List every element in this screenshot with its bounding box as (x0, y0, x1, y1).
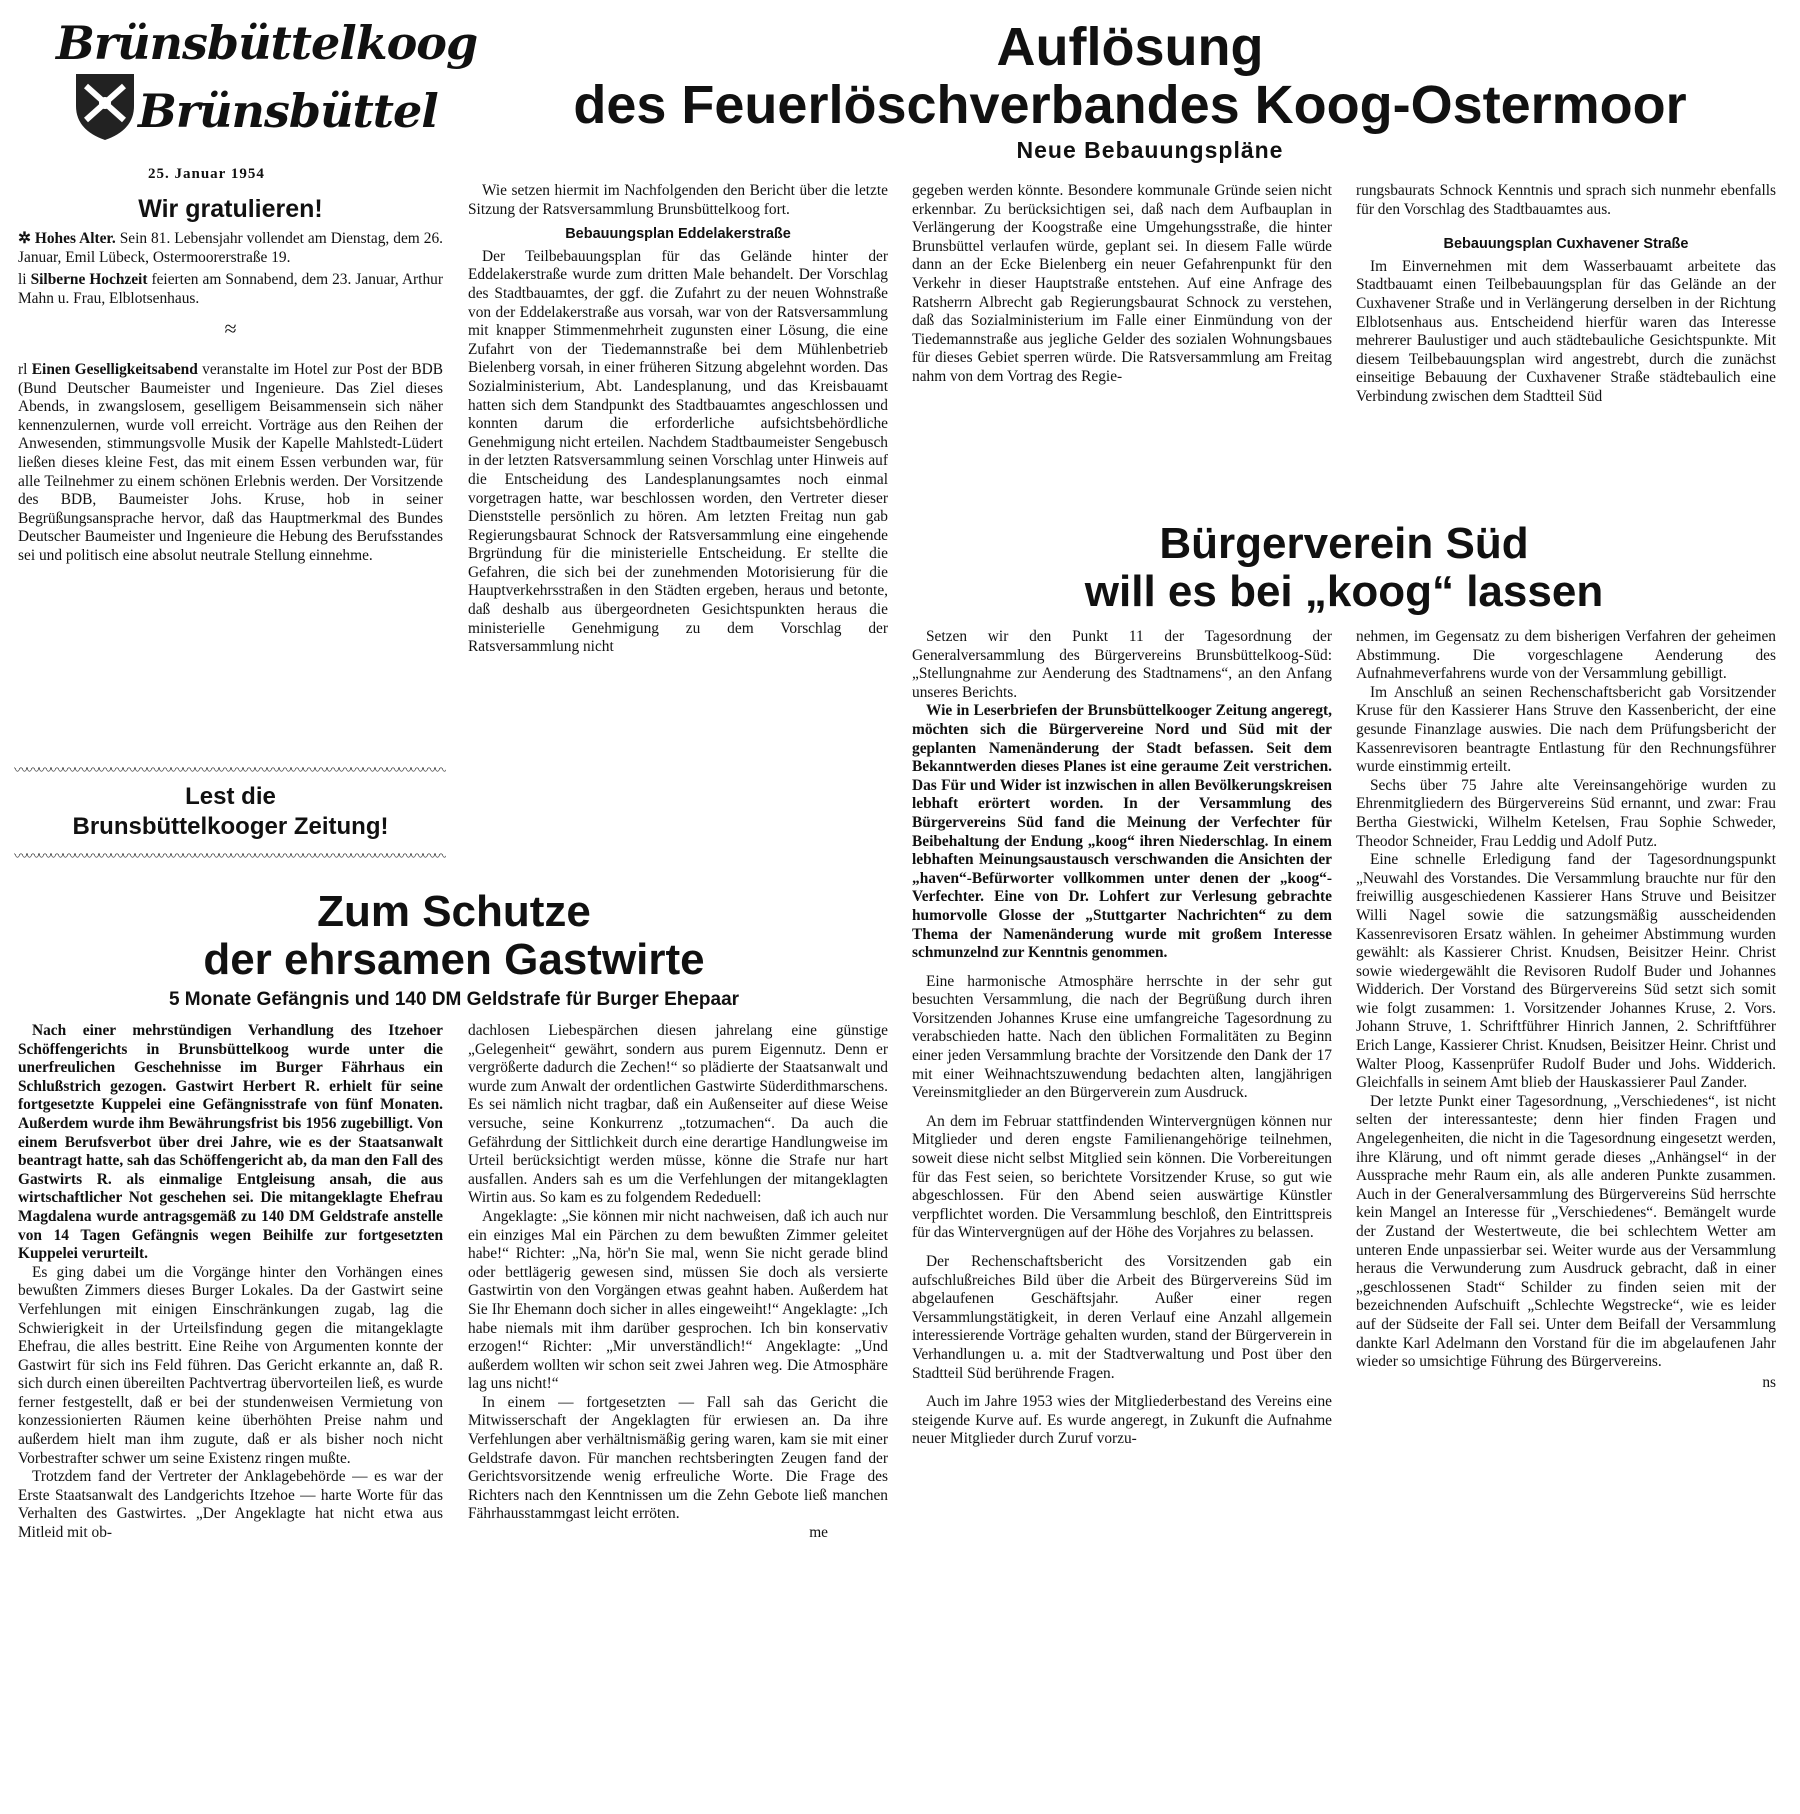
intro-paragraph: Wie setzen hiermit im Nachfolgenden den Bericht über die letzte Sitzung der Ratsversammlung Brunsbüttelkoog fort. (468, 182, 888, 218)
buergerverein-headline (912, 520, 1776, 615)
promo-line2: Brunsbüttelkooger Zeitung! (72, 813, 389, 840)
buerger-p5: Der Rechenschaftsbericht des Vorsitzenden gab ein aufschlußreiches Bild über die Arbeit des Bürgervereins Süd im abgelaufenen Geschäftsjahr. Außer einer regen Versammlungstätigkeit, in deren Verlauf eine Anzahl allgemein interessierende Vorträge gehalten wurden, stand der Bürgerverein in Verhandlungen u. a. mit der Stadtverwaltung und Post über den Stadtteil Süd berührende Fragen. (912, 1253, 1332, 1382)
buerger-c6-p5: Der letzte Punkt einer Tagesordnung, „Verschiedenes“, ist nicht selten der interessanteste; denn hier finden Fragen und Angelegenheiten, die nicht in die Tagesordnung eingesetzt werden, ihre Klärung, und oft nimmt gerade dieses „Anhängsel“ in der Aussprache mehr Raum ein, als alle anderen Punkte zusammen. Auch in der Generalversammlung des Bürgervereins Süd herrschte kein Mangel an Interesse für „Verschiedenes“. Bemängelt wurde der Zustand der Westertweute, die bei schlechtem Wetter am unteren Ende unpassierbar sei. Weiter wurde aus der Versammlung heraus die Verwunderung zum Ausdruck gebracht, daß in einer „geschlossenen Stadt“ Schilder zu finden seien mit der bezeichnenden Aufschuift „Schlechte Wegstrecke“, wie es leider auf der Südseite der Fall sei. Unter dem Beifall der Versammlung dankte Karl Adelmann den Vorstand für die im abgelaufenen Jahr wieder so umsichtige Führung des Bürgervereins. (1356, 1092, 1776, 1371)
promo-line1: Lest die (185, 783, 276, 810)
buerger-p2: Wie in Leserbriefen der Brunsbüttelkooger Zeitung angeregt, möchten sich die Bürgervereine Nord und Süd mit der geplanten Namenänderung der Stadt befassen. Seit dem Bekanntwerden dieses Planes ist eine geraume Zeit verstrichen. Das Für und Wider ist inzwischen in allen Bevölkerungskreisen lebhaft erörtert worden. In der Versammlung des Bürgervereins Süd fand die Meinung der Verfechter für Beibehaltung der Endung „koog“ ihren Niederschlag. In einem lebhaften Meinungsaustausch verschwanden die Ansichten der „haven“-Befürworter vollkommen unter denen der „koog“-Verfechter. Eine von Dr. Lohfert zur Verlesung gebrachte humorvolle Glosse der „Stuttgarter Nachrichten“ zu dem Thema der Namenänderung wurde mit großem Interesse schmunzelnd zur Kenntnis genommen. (912, 702, 1332, 962)
column-4 (1356, 182, 1776, 407)
buerger-p3: Eine harmonische Atmosphäre herrschte in der sehr gut besuchten Versammlung, die nach der Begrüßung durch ihren Vorsitzenden Johannes Kruse eine umfangreiche Tagesordnung zu verabschieden hatte. Nach den üblichen Formalitäten zu Beginn einer jeden Versammlung brachte der Vorsitzende den Dank der 17 mit einer Weihnachtszuwendung bedachten alten, langjährigen Vereinsmitglieder an den Bürgerverein zum Ausdruck. (912, 972, 1332, 1102)
subheading-cuxhavener-strasse: Bebauungsplan Cuxhavener Straße (1443, 236, 1689, 253)
wave-border-top: 〰〰〰〰〰〰〰〰〰〰〰〰〰〰〰〰〰〰〰〰〰〰〰〰〰〰〰〰〰〰〰〰〰〰〰〰 (14, 763, 446, 779)
buerger-c6-p4: Eine schnelle Erledigung fand der Tagesordnungspunkt „Neuwahl des Vorstandes. Die Versammlung brauchte nur für den freiwillig ausgeschiedenen Kassierer Hans Struve und Beisitzer Willi Nagel sowie die satzungsmäßig ausscheidenden Kassenrevisoren Ersatz wählen. In geheimer Abstimmung wurden gewählt: als Kassierer Christ. Knudsen, Beisitzer Heinr. Christ sowie wiedergewählt die Revisoren Rudolf Buder und Johannes Widderich. Der Vorstand des Bürgervereins Süd setzt sich somit wie folgt zusammen: 1. Vorsitzender Johannes Kruse, 2. Vors. Johann Struve, 1. Schriftführer Hinrich Jannen, 2. Schriftführer Erich Lange, Kassierer Christ. Knudsen, Beisitzer Heinr. Christ und Walter Ploog, Kassenprüfer Rudolf Buder und Johs. Widderich. Gleichfalls in seinem Amt blieb der Hauskassierer Paul Zander. (1356, 851, 1776, 1092)
buerger-c6-p1: nehmen, im Gegensatz zu dem bisherigen Verfahren der geheimen Abstimmung. Die vorgeschlagene Aenderung des Aufnahmeverfahrens wurde von der Versammlung gebilligt. (1356, 628, 1776, 683)
buerger-c6-p2: Im Anschluß an seinen Rechenschaftsbericht gab Vorsitzender Kruse für den Kassierer Hans Struve den Kassenbericht, der eine gesunde Finanzlage auswies. Die nach dem Prüfungsbericht der Kassenrevisoren beantragte Entlastung für den Rechnungsführer wurde einstimmig erteilt. (1356, 683, 1776, 776)
gastwirte-subheadline: 5 Monate Gefängnis und 140 DM Geldstrafe für Burger Ehepaar (168, 989, 740, 1010)
cuxhavener-paragraph: Im Einvernehmen mit dem Wasserbauamt arbeitete das Stadtbauamt einen Teilbebauungsplan für das Gelände an der Cuxhavener Straße und in Verlängerung derselben in der Richtung Elblotsenhaus aus. Entscheidend hierfür waren das Interesse mehrerer Baulustiger und auch städtebauliche Gesichtspunkte. Mit diesem Teilbebauungsplan wird angestrebt, durch die zunächst einseitige Bebauung der Cuxhavener Straße städtebaulich eine Verbindung zwischen dem Stadtteil Süd (1356, 257, 1776, 405)
main-headline-line1: Auflösung (996, 17, 1264, 77)
gastwirte-headline (18, 888, 890, 983)
subheading-eddelakerstrasse: Bebauungsplan Eddelakerstraße (565, 226, 791, 243)
main-subheadline: Neue Bebauungspläne (1016, 137, 1284, 163)
gastwirte-p3: Trotzdem fand der Vertreter der Anklagebehörde — es war der Erste Staatsanwalt des Landgerichts Itzehoe — harte Worte für das Verhalten des Gastwirtes. „Der Angeklagte hat nicht etwa aus Mitleid mit ob- (18, 1468, 443, 1542)
buerger-p6: Auch im Jahre 1953 wies der Mitgliederbestand des Vereins eine steigende Kurve auf. Es wurde angeregt, in Zukunft die Aufnahme neuer Mitglieder durch Zuruf vorzu- (912, 1393, 1332, 1448)
gastwirte-headline-line1: Zum Schutze (317, 887, 591, 936)
column-7 (18, 1022, 443, 1543)
bdb-article: rl Einen Geselligkeitsabend veranstalte im Hotel zur Post der BDB (Bund Deutscher Baumeister und Ingenieure. Das Ziel dieses Abends, in zwangslosem, geselligem Beisammensein sich näher kennenzulernen, wurde voll erreicht. Vorträge aus den Reihen der Anwesenden, stimmungsvolle Musik der Kapelle Mahlstedt-Lüdert ließen dieses kleine Fest, das mit einem Essen verbunden war, für alle Teilnehmer zu einem schönen Erlebnis werden. Der Vorsitzende des BDB, Baumeister Johs. Kruse, hob in seiner Begrüßungsansprache hervor, daß das Hauptmerkmal des Bundes Deutscher Baumeister und Ingenieure die Hebung des Berufsstandes sei und politisch eine absolut neutrale Stellung einnehme. (18, 360, 443, 564)
promo-box (18, 782, 443, 842)
birthday-note: ✲ Hohes Alter. Sein 81. Lebensjahr vollendet am Dienstag, dem 26. Januar, Emil Lübeck, Ostermoorerstraße 19. (18, 230, 443, 266)
column-1 (18, 230, 443, 566)
gastwirte-c8-p2: Angeklagte: „Sie können mir nicht nachweisen, daß ich auch nur ein einziges Mal ein Pärchen zu dem bewußten Zimmer geleitet habe!“ Richter: „Na, hör'n Sie mal, wenn Sie nicht gerade blind oder bettlägerig gewesen sind, müssen Sie doch als versierte Gastwirtin von den Vorgängen etwas geahnt haben. Außerdem hat Sie Ihr Ehemann doch sicher in alles eingeweiht!“ Angeklagte: „Ich habe niemals mit ihm darüber gesprochen. Ich bin konservativ erzogen!“ Richter: „Mir unverständlich!“ Angeklagte: „Und außerdem wollten wir schon seit zwei Jahren weg. Die Atmosphäre lag uns nicht!“ (468, 1207, 888, 1393)
buerger-p4: An dem im Februar stattfindenden Wintervergnügen können nur Mitglieder und deren engste Familienangehörige teilnehmen, soweit diese nicht selbst Mitglied sein können. Die Vorbereitungen für das Fest seien, so berichtete Vorsitzender Kruse, so gut wie abgeschlossen. Für den Abend seien auswärtige Künstler verpflichtet worden. Die Versammlung beschloß, den Eintrittspreis für das Wintervergnügen auf der Höhe des Vorjahres zu belassen. (912, 1112, 1332, 1242)
masthead-line1: Brünsbüttelkoog (56, 16, 478, 70)
schnock-paragraph: gegeben werden könnte. Besondere kommunale Gründe seien nicht erkennbar. Zu berücksichtigen sei, daß nach dem Aufbauplan in Verlängerung der Koogstraße eine Umgehungsstraße, die hinter Brunsbüttel verlaufen würde, geplant sei. In diesem Falle würde dann an der Ecke Bielenberg ein neuer Gefahrenpunkt für den Verkehr in dieser Hauptstraße entstehen. Auf eine Anfrage des Ratsherrn Albrecht gab Regierungsbaurat Schnock zu verstehen, daß das Sozialministerium im Falle einer Einmündung von der Tiedemannstraße aus jegliche Gelder des sozialen Wohnungsbaues für dieses Gebiet sperren würde. Die Ratsversammlung am Freitag nahm von dem Vortrag des Regie- (912, 182, 1332, 385)
author-signature-ns: ns (1762, 1373, 1776, 1391)
masthead-line2: Brünsbüttel (138, 84, 438, 138)
anniversary-note: li Silberne Hochzeit feierten am Sonnabend, dem 23. Januar, Arthur Mahn u. Frau, Elblotsenhaus. (18, 271, 443, 307)
gastwirte-lead: Nach einer mehrstündigen Verhandlung des Itzehoer Schöffengerichts in Brunsbüttelkoog wurde unter die unerfreulichen Geschehnisse im Burger Fährhaus ein Schlußstrich gezogen. Gastwirt Herbert R. erhielt für seine fortgesetzte Kuppelei eine Gefängnisstrafe von fünf Monaten. Außerdem wurde ihm Bewährungsfrist bis 1956 zugebilligt. Von einem Berufsverbot über drei Jahre, wie es der Staatsanwalt beantragt hatte, sah das Schöffengericht ab, da man den Fall des Gastwirts R. als einmalige Entgleisung ansah, die aus wirtschaftlicher Not geschehen sei. Die mitangeklagte Ehefrau Magdalena wurde antragsgemäß zu 140 DM Geldstrafe anstelle von 14 Tagen Gefängnis wegen Beihilfe zur fortgesetzten Kuppelei verurteilt. (18, 1022, 443, 1263)
column-3 (912, 182, 1332, 387)
gastwirte-c8-p1: dachlosen Liebespärchen diesen jahrelang eine günstige „Gelegenheit“ gewährt, sondern aus purem Eigennutz. Denn er vergrößerte dadurch die Zechen!“ so plädierte der Staatsanwalt und wurde zum Anwalt der ordentlichen Gastwirte Süderdithmarschens. Es sei nämlich nicht tragbar, daß ein Außenseiter auf diese Weise versuche, seine Konkurrenz „totzumachen“. Da auch die Gefährdung der Sittlichkeit durch eine derartige Handlungweise im Urteil berücksichtigt werden müsse, könne die Strafe nur hart ausfallen. Anders sah es um die Verfehlungen der mitangeklagten Wirtin aus. So kam es zu folgendem Rededuell: (468, 1022, 888, 1207)
column-2 (468, 182, 888, 657)
column-4-continued: rungsbaurats Schnock Kenntnis und sprach sich nunmehr ebenfalls für den Vorschlag des Stadtbauamtes aus. (1356, 182, 1776, 218)
column-6 (1356, 628, 1776, 1392)
gastwirte-c8-p3: In einem — fortgesetzten — Fall sah das Gericht die Mitwisserschaft der Angeklagten für erwiesen an. Da ihre Verfehlungen aber verhältnismäßig gering waren, kam sie mit einer Geldstrafe davon. Für manchen rechtsberingten Zeugen fand der Gerichtsvorsitzende wenig erfreuliche Worte. Die Frage des Richters nach den Kenntnissen um die Zehn Gebote ließ manchen Fährhausstammgast leicht erröten. (468, 1393, 888, 1523)
main-headline (470, 18, 1790, 135)
gastwirte-p2: Es ging dabei um die Vorgänge hinter den Vorhängen eines bewußten Zimmers dieses Burger Lokales. Da der Gastwirt seine Verfehlungen mit einigen Einschränkungen zugab, lag die Schwierigkeit in der Urteilsfindung gegen die mitangeklagte Ehefrau, die alles bestritt. Eine Reihe von Argumenten konnte der Gastwirt für sich ins Feld führen. Das Gericht erkannte an, daß R. sich durch einen übereilten Pachtvertrag übervorteilen ließ, es wurde ferner festgestellt, daß er bei der stundenweisen Vermietung von konzessionierten Räumen keine überhöhten Preise nahm und außerdem hielt man ihm zugute, daß er als bisher noch nicht Vorbestrafter schwer um seine Existenz ringen mußte. (18, 1263, 443, 1467)
eddelaker-paragraph: Der Teilbebauungsplan für das Gelände hinter der Eddelakerstraße wurde zum dritten Male behandelt. Der Vorschlag des Stadtbauamtes, der ggf. die Zufahrt zu der neuen Wohnstraße von der Eddelakerstraße aus vorsah, war von der Ratsversammlung mit knapper Stimmenmehrheit zugunsten einer Lösung, die eine Zufahrt von der Tiedemannstraße bei dem Mühlenbetrieb Bielenberg vorsah, in einer früheren Sitzung abgelehnt worden. Das Sozialministerium, Abt. Landesplanung, und das Kreisbauamt hatten sich dem Standpunkt des Stadtbauamtes angeschlossen und konnten darum die erforderliche aufsichtsbehördliche Genehmigung nicht erteilen. Nachdem Stadtbaumeister Sengebusch in der letzten Ratsversammlung seinen Vorschlag unter Hinweis auf die Entscheidung des Landesplanungsamtes noch einmal vorgetragen hatte, war beschlossen worden, den Vertreter dieser Dienststelle persönlich zu hören. Am letzten Freitag nun gab Regierungsbaurat Schnock der Ratsversammlung eine eingehende Brgründung für die ministerielle Entscheidung. Er stellte die Gefahren, die sich bei der zunehmenden Motorisierung für die Hauptverkehrsstraßen in den Städten ergeben, heraus und betonte, daß deshalb aus übergeordneten Gesichtspunkten heraus die ministerielle Genehmigung zu dem Vorschlag der Ratsversammlung nicht (468, 247, 888, 656)
buergerverein-headline-line2: will es bei „koog“ lassen (1084, 566, 1604, 616)
buerger-c6-p3: Sechs über 75 Jahre alte Vereinsangehörige wurden zu Ehrenmitgliedern des Bürgervereins Süd ernannt, und zwar: Frau Bertha Giestwicki, Wilhelm Ketelsen, Frau Sophie Schweder, Theodor Schneider, Frau Leddig und Adolf Putz. (1356, 776, 1776, 850)
buergerverein-headline-line1: Bürgerverein Süd (1159, 519, 1529, 568)
small-divider: ≈ (224, 316, 237, 342)
buerger-p1: Setzen wir den Punkt 11 der Tagesordnung der Generalversammlung des Bürgervereins Brunsbüttelkoog-Süd: „Stellungnahme zur Aenderung des Stadtnamens“, an den Anfang unseres Berichts. (912, 628, 1332, 701)
issue-date: 25. Januar 1954 (148, 166, 265, 182)
gastwirte-headline-line2: der ehrsamen Gastwirte (203, 934, 705, 984)
masthead (18, 10, 478, 160)
coat-of-arms-icon (70, 70, 140, 142)
column-8 (468, 1022, 888, 1543)
main-headline-line2: des Feuerlöschverbandes Koog-Ostermoor (573, 75, 1687, 136)
wave-border-bottom: 〰〰〰〰〰〰〰〰〰〰〰〰〰〰〰〰〰〰〰〰〰〰〰〰〰〰〰〰〰〰〰〰〰〰〰〰 (14, 849, 446, 865)
column-5 (912, 628, 1332, 1449)
gratulation-heading: Wir gratulieren! (138, 195, 323, 223)
author-signature-me: me (809, 1524, 828, 1542)
